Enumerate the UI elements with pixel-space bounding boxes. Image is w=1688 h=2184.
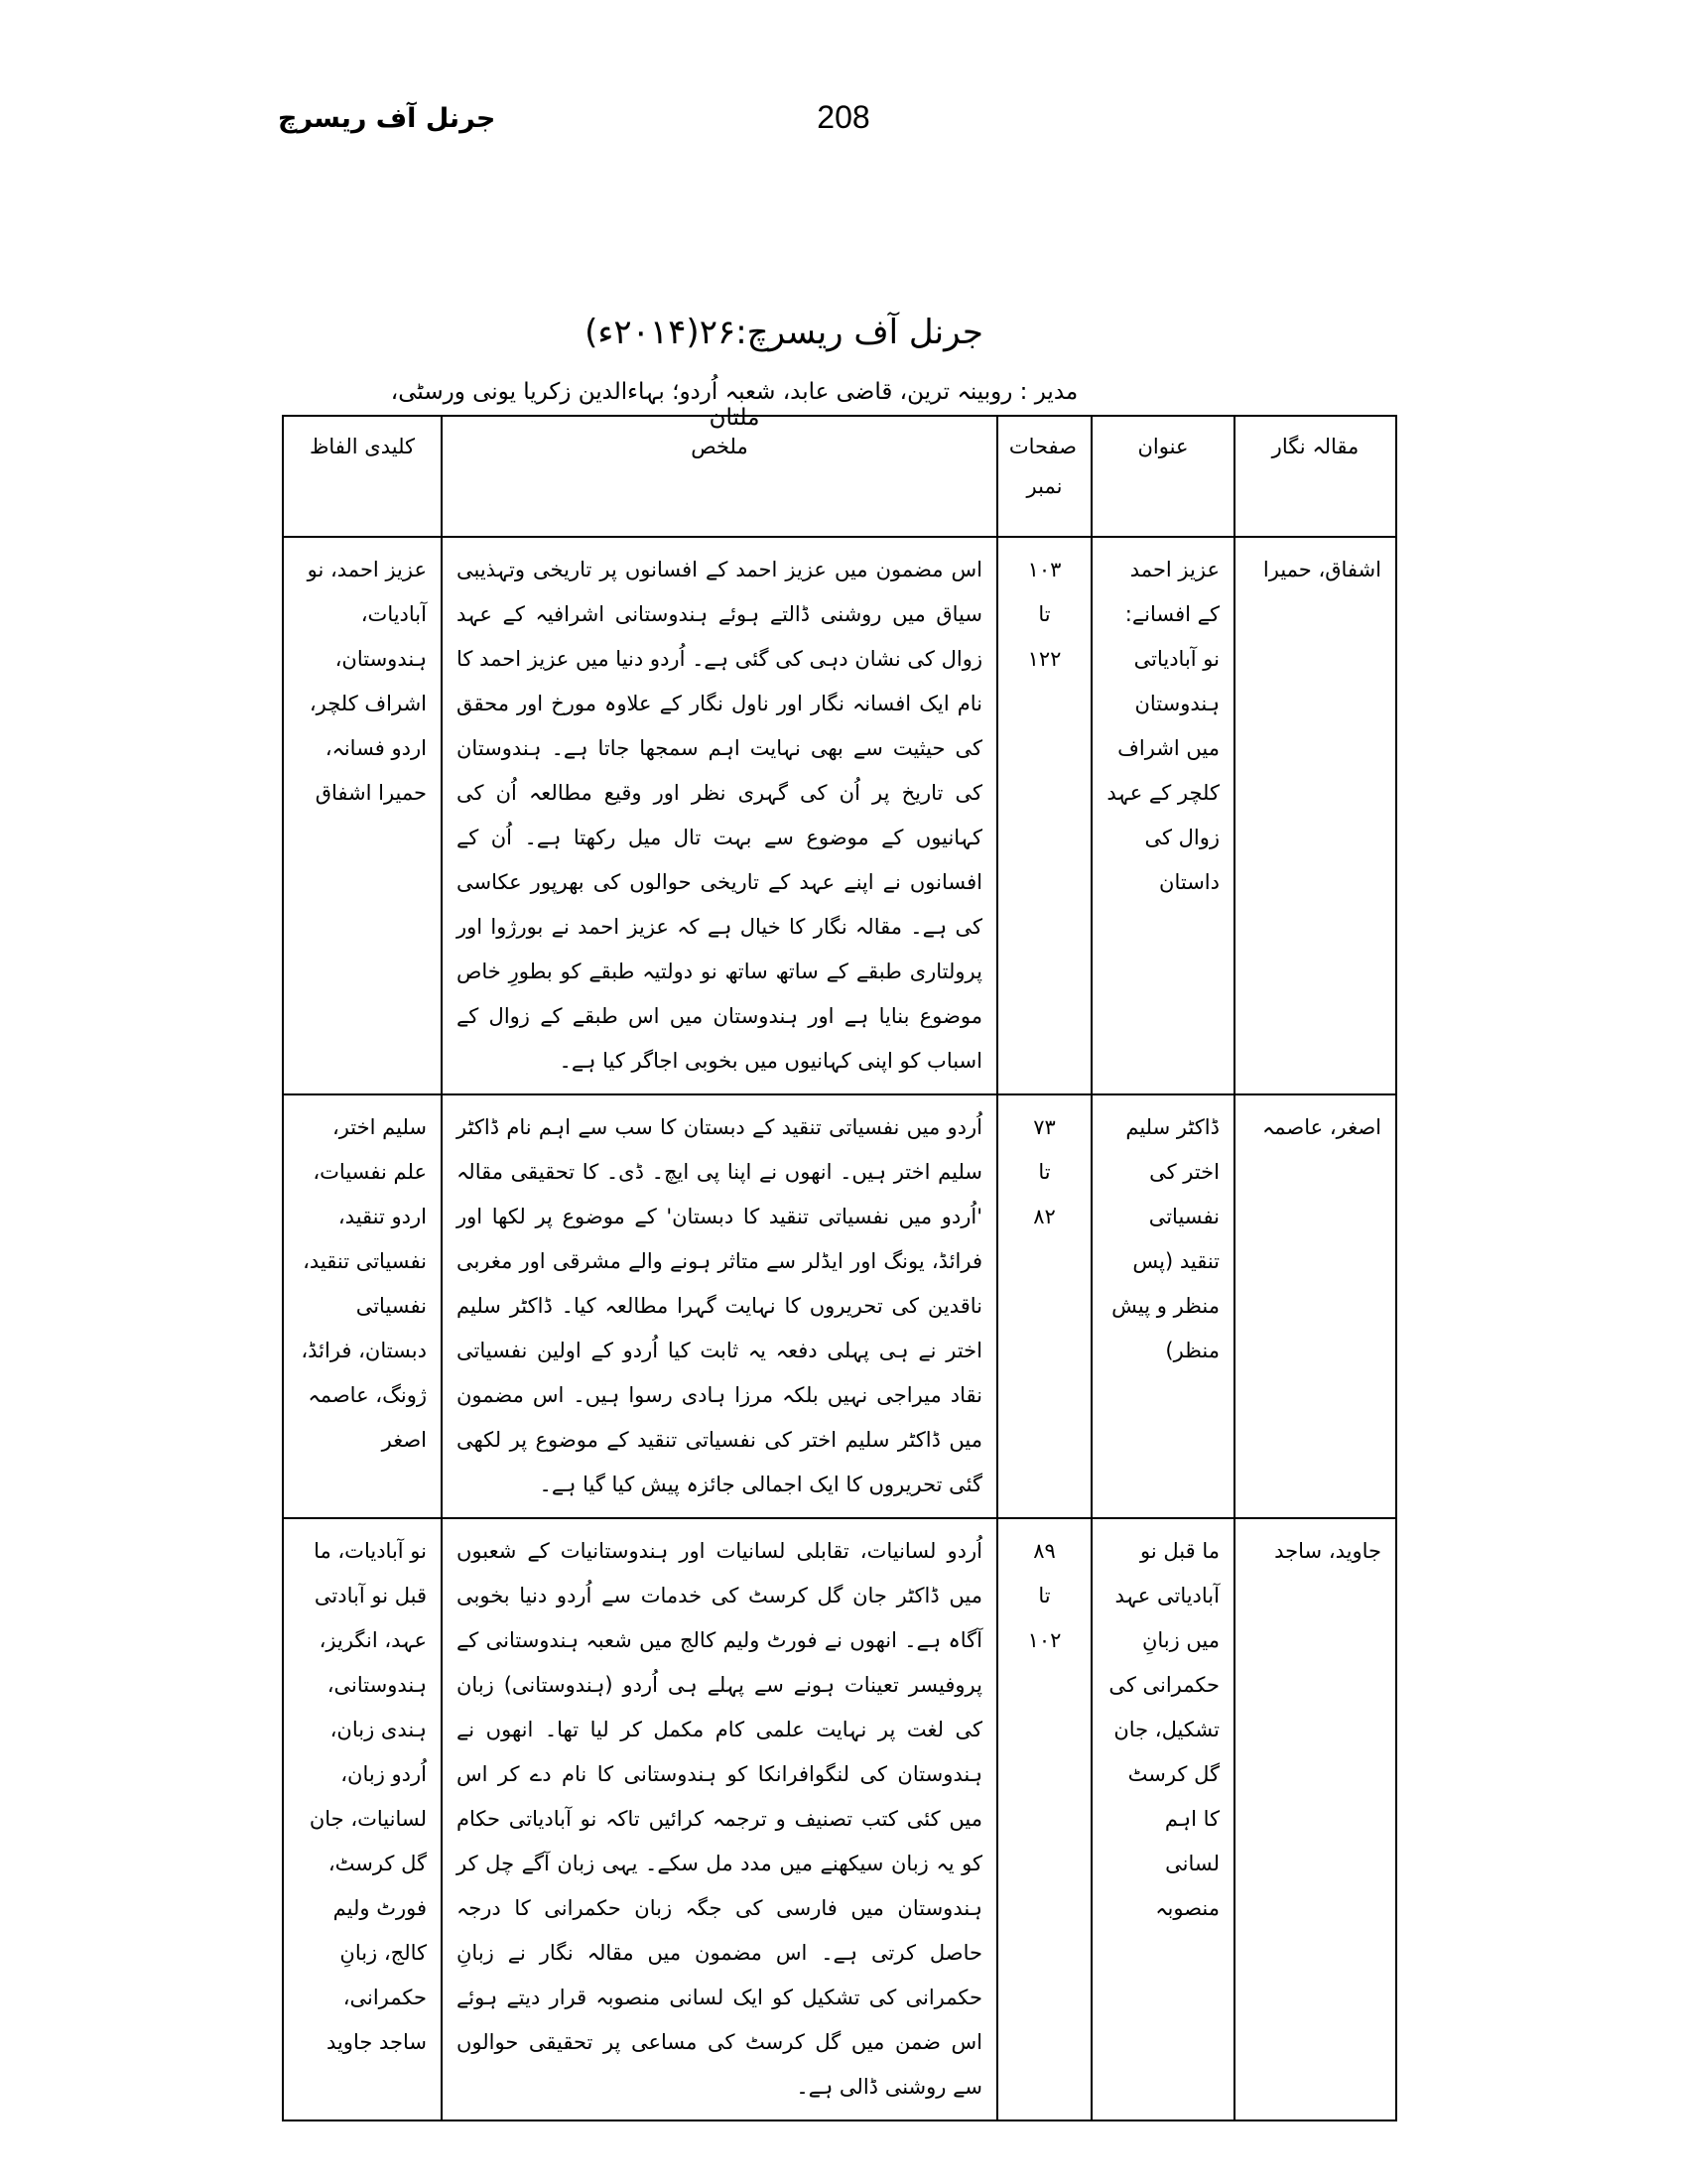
pages-separator: تا: [1038, 1160, 1051, 1184]
pages-separator: تا: [1038, 1584, 1051, 1607]
table-row: [283, 1094, 1396, 1518]
cell-author: اصغر، عاصمہ: [1234, 1094, 1396, 1518]
pages-from: ۷۳: [1033, 1115, 1056, 1139]
cell-author: جاوید، ساجد: [1234, 1518, 1396, 2120]
pages-from: ۱۰۳: [1027, 558, 1062, 581]
pages-to: ۱۲۲: [1027, 647, 1062, 671]
header-title: عنوان: [1092, 416, 1234, 537]
header-keywords: کلیدی الفاظ: [283, 416, 442, 537]
editor-line: مدیر : روبینہ ترین، قاضی عابد، شعبہ اُردو؛ بہاءالدین زکریا یونی ورسٹی، ملتان: [390, 379, 1079, 431]
cell-abstract: اُردو لسانیات، تقابلی لسانیات اور ہندوستانیات کے شعبوں میں ڈاکٹر جان گل کرسٹ کی خدمات سے اُردو دنیا بخوبی آگاہ ہے۔ انھوں نے فورٹ ولیم کالج میں شعبہ ہندوستانی کے پروفیسر تعینات ہونے سے پہلے ہی اُردو (ہندوستانی) زبان کی لغت پر نہایت علمی کام مکمل کر لیا تھا۔ انھوں نے ہندوستان کی لنگوافرانکا کو ہندوستانی کا نام دے کر اس میں کئی کتب تصنیف و ترجمہ کرائیں تاکہ نو آبادیاتی حکام کو یہ زبان سیکھنے میں مدد مل سکے۔ یہی زبان آگے چل کر ہندوستان میں فارسی کی جگہ زبان حکمرانی کا درجہ حاصل کرتی ہے۔ اس مضمون میں مقالہ نگار نے زبانِ حکمرانی کی تشکیل کو ایک لسانی منصوبہ قرار دیتے ہوئے اس ضمن میں گل کرسٹ کی مساعی پر تحقیقی حوالوں سے روشنی ڈالی ہے۔: [442, 1518, 997, 2120]
page-title: جرنل آف ریسرچ:۲۶(۲۰۱۴ء): [584, 313, 983, 352]
pages-from: ۸۹: [1033, 1539, 1056, 1563]
cell-keywords: نو آبادیات، ما قبل نو آبادتی عہد، انگریز، ہندوستانی، ہندی زبان، اُردو زبان، لسانیات، جان گل کرسٹ، فورٹ ولیم کالج، زبانِ حکمرانی، ساجد جاوید: [283, 1518, 442, 2120]
article-index-table: [282, 415, 1397, 2121]
header-abstract: ملخص: [442, 416, 997, 537]
header-author: مقالہ نگار: [1234, 416, 1396, 537]
table-header-row: [283, 416, 1396, 537]
header-pages: صفحات نمبر: [997, 416, 1092, 537]
table-row: [283, 1518, 1396, 2120]
pages-separator: تا: [1038, 602, 1051, 626]
cell-pages: [997, 1518, 1092, 2120]
running-header-journal-name: جرنل آف ریسرچ: [278, 103, 496, 134]
cell-title: ما قبل نو آبادیاتی عہد میں زبانِ حکمرانی کی تشکیل، جان گل کرسٹ کا اہم لسانی منصوبہ: [1092, 1518, 1234, 2120]
pages-to: ۱۰۲: [1027, 1628, 1062, 1652]
cell-abstract: اُردو میں نفسیاتی تنقید کے دبستان کا سب سے اہم نام ڈاکٹر سلیم اختر ہیں۔ انھوں نے اپنا پی ایچ۔ ڈی۔ کا تحقیقی مقالہ 'اُردو میں نفسیاتی تنقید کا دبستان' کے موضوع پر لکھا اور فرائڈ، یونگ اور ایڈلر سے متاثر ہونے والے مشرقی اور مغربی ناقدین کی تحریروں کا نہایت گہرا مطالعہ کیا۔ ڈاکٹر سلیم اختر نے ہی پہلی دفعہ یہ ثابت کیا اُردو کے اولین نفسیاتی نقاد میراجی نہیں بلکہ مرزا ہادی رسوا ہیں۔ اس مضمون میں ڈاکٹر سلیم اختر کی نفسیاتی تنقید کے موضوع پر لکھی گئی تحریروں کا ایک اجمالی جائزہ پیش کیا گیا ہے۔: [442, 1094, 997, 1518]
cell-abstract: اس مضمون میں عزیز احمد کے افسانوں پر تاریخی وتہذیبی سیاق میں روشنی ڈالتے ہوئے ہندوستانی اشرافیہ کے عہد زوال کی نشان دہی کی گئی ہے۔ اُردو دنیا میں عزیز احمد کا نام ایک افسانہ نگار اور ناول نگار کے علاوہ مورخ اور محقق کی حیثیت سے بھی نہایت اہم سمجھا جاتا ہے۔ ہندوستان کی تاریخ پر اُن کی گہری نظر اور وقیع مطالعہ اُن کی کہانیوں کے موضوع سے بہت تال میل رکھتا ہے۔ اُن کے افسانوں نے اپنے عہد کے تاریخی حوالوں کی بھرپور عکاسی کی ہے۔ مقالہ نگار کا خیال ہے کہ عزیز احمد نے بورژوا اور پرولتاری طبقے کے ساتھ ساتھ نو دولتیہ طبقے کو بطورِ خاص موضوع بنایا ہے اور ہندوستان میں اس طبقے کے زوال کے اسباب کو اپنی کہانیوں میں بخوبی اجاگر کیا ہے۔: [442, 537, 997, 1094]
page-number: 208: [817, 99, 870, 135]
pages-to: ۸۲: [1033, 1205, 1056, 1228]
table-row: [283, 537, 1396, 1094]
cell-title: ڈاکٹر سلیم اختر کی نفسیاتی تنقید (پس منظر و پیش منظر): [1092, 1094, 1234, 1518]
cell-keywords: سلیم اختر، علم نفسیات، اردو تنقید، نفسیاتی تنقید، نفسیاتی دبستان، فرائڈ، ژونگ، عاصمہ اصغر: [283, 1094, 442, 1518]
cell-keywords: عزیز احمد، نو آبادیات، ہندوستان، اشراف کلچر، اردو فسانہ، حمیرا اشفاق: [283, 537, 442, 1094]
cell-pages: [997, 1094, 1092, 1518]
cell-pages: [997, 537, 1092, 1094]
cell-author: اشفاق، حمیرا: [1234, 537, 1396, 1094]
cell-title: عزیز احمد کے افسانے: نو آبادیاتی ہندوستان میں اشراف کلچر کے عہد زوال کی داستان: [1092, 537, 1234, 1094]
